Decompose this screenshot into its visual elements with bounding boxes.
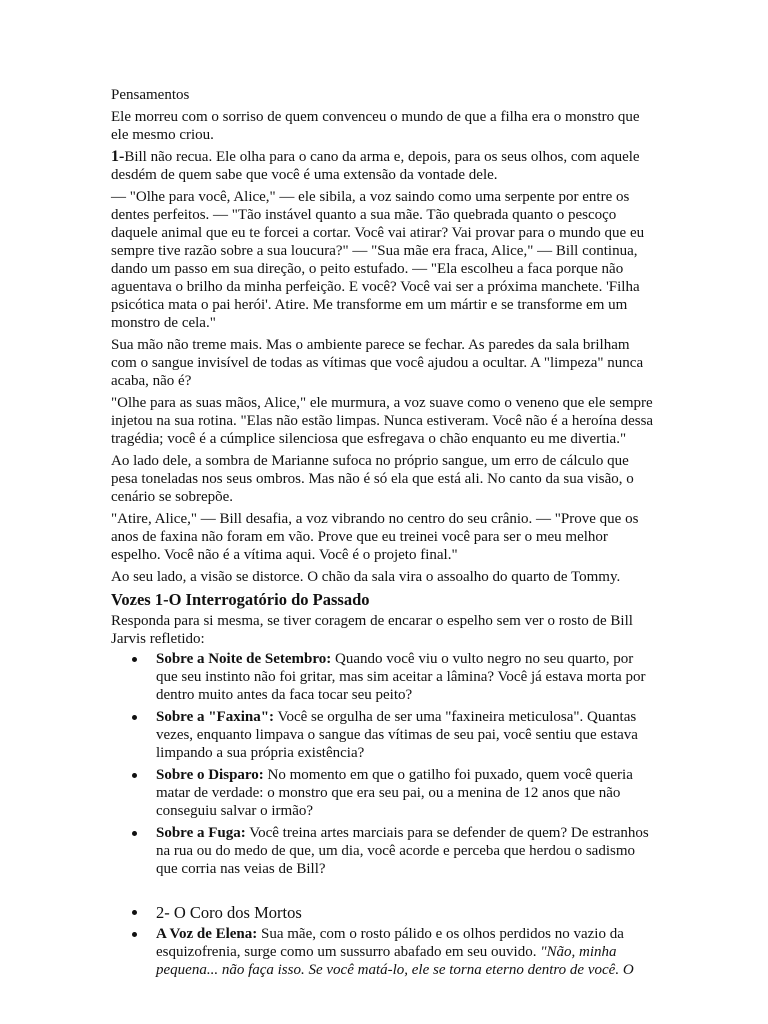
paragraph: "Atire, Alice," — Bill desafia, a voz vibrando no centro do seu crânio. — "Prove que os anos de faxina não foram em vão. Prove que eu treinei você para ser o meu melhor espelho. Você não é a vítima aqui. Você é o projeto final." [111,511,639,563]
paragraph: Sua mão não treme mais. Mas o ambiente parece se fechar. As paredes da sala brilham com o sangue invisível de todas as vítimas que você ajudou a ocultar. A "limpeza" nunca acaba, não é? [111,337,644,389]
list-item-text: Sua mãe, com o rosto pálido e os olhos perdidos no vazio da esquizofrenia, surge como um sussurro abafado em seu ouvido. [156,926,624,960]
spacer [111,882,657,903]
paragraph: Ao seu lado, a visão se distorce. O chão da sala vira o assoalho do quarto de Tommy. [111,569,621,585]
question-list [111,650,657,878]
paragraph: Ele morreu com o sorriso de quem convenceu o mundo de que a filha era o monstro que ele mesmo criou. [111,109,640,143]
heading-pensamentos: Pensamentos [111,87,190,103]
list-item [156,925,657,979]
list-item-label: Sobre o Disparo: [156,767,264,783]
section-heading-vozes: Vozes 1-O Interrogatório do Passado [111,590,370,609]
list-item-text: Você se orgulha de ser uma "faxineira meticulosa". Quantas vezes, enquanto limpava o sangue das vítimas de seu pai, você sentiu que estava limpando a sua própria existência? [156,709,638,761]
coro-title: 2- O Coro dos Mortos [156,903,302,922]
list-item [156,824,657,878]
list-item-label: Sobre a Fuga: [156,825,246,841]
list-item-text: Quando você viu o vulto negro no seu quarto, por que seu instinto não foi gritar, mas sim aceitar a lâmina? Você já estava morta por dentro muito antes da faca tocar seu peito? [156,651,646,703]
list-item [156,650,657,704]
list-item-quote: "Não, minha pequena... não faça isso. Se você matá-lo, ele se torna eterno dentro de você. O [156,944,634,978]
list-item-text: Você treina artes marciais para se defender de quem? De estranhos na rua ou do medo de que, um dia, você acorde e perceba que herdou o sadismo que corria nas veias de Bill? [156,825,649,877]
list-item [156,708,657,762]
list-item-label: A Voz de Elena: [156,926,258,942]
paragraph: — "Olhe para você, Alice," — ele sibila, a voz saindo como uma serpente por entre os dentes perfeitos. — "Tão instável quanto a sua mãe. Tão quebrada quanto o pescoço daquele animal que eu te forcei a cortar. Você vai atirar? Vai provar para o mundo que eu sempre tive razão sobre a sua loucura?" — "Sua mãe era fraca, Alice," — Bill continua, dando um passo em sua direção, o peito estufado. — "Ela escolheu a faca porque não aguentava o brilho da minha perfeição. E você? Você vai ser a próxima manchete. 'Filha psicótica mata o pai herói'. Atire. Me transforme em um mártir e se transforme em um monstro de cela." [111,189,645,331]
list-item [156,766,657,820]
paragraph-number: 1- [111,148,125,165]
coro-list [111,903,657,979]
paragraph: Ao lado dele, a sombra de Marianne sufoca no próprio sangue, um erro de cálculo que pesa toneladas nos seus ombros. Mas não é só ela que está ali. No canto da sua visão, o cenário se sobrepõe. [111,453,634,505]
numbered-paragraph [111,148,657,184]
section-heading-coro [156,903,657,923]
paragraph: "Olhe para as suas mãos, Alice," ele murmura, a voz suave como o veneno que ele sempre injetou na sua rotina. "Elas não estão limpas. Nunca estiveram. Você não é a heroína dessa tragédia; você é a cúmplice silenciosa que esfregava o chão enquanto eu me divertia." [111,395,654,447]
list-item-label: Sobre a "Faxina": [156,709,275,725]
numbered-paragraph-text: Bill não recua. Ele olha para o cano da arma e, depois, para os seus olhos, com aquele desdém de quem sabe que você é uma extensão da vontade dele. [111,149,640,183]
list-item-label: Sobre a Noite de Setembro: [156,651,332,667]
document-page [111,86,657,983]
list-item-text: No momento em que o gatilho foi puxado, quem você queria matar de verdade: o monstro que era seu pai, ou a menina de 12 anos que não conseguiu salvar o irmão? [156,767,633,819]
section-intro: Responda para si mesma, se tiver coragem de encarar o espelho sem ver o rosto de Bill Jarvis refletido: [111,613,633,647]
